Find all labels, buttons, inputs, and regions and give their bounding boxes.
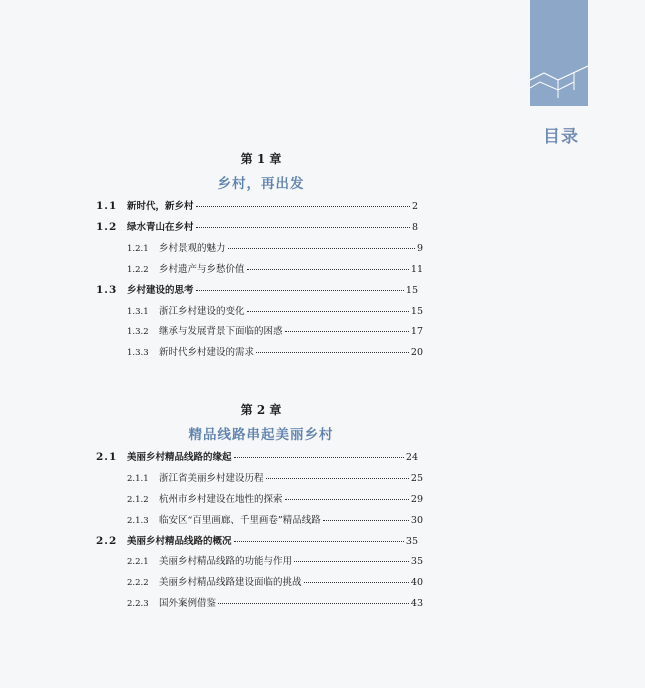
page-number: 40	[410, 577, 423, 588]
section-number: 1.1	[96, 200, 118, 212]
page-number: 25	[410, 473, 423, 484]
dot-leader	[196, 227, 410, 228]
toc-entry[interactable]	[127, 512, 423, 528]
page-number: 17	[410, 326, 423, 337]
section-label: 临安区“百里画廊、千里画卷”精品线路	[159, 515, 321, 526]
section-number: 2.2.3	[127, 599, 149, 609]
toc-entry[interactable]	[96, 533, 418, 549]
toc-entry[interactable]	[96, 198, 418, 214]
dot-leader	[256, 352, 409, 353]
dot-leader	[304, 582, 409, 583]
section-label: 乡村建设的思考	[127, 285, 194, 296]
dot-leader	[196, 290, 404, 291]
page-number: 29	[410, 494, 423, 505]
section-number: 1.3	[96, 284, 118, 296]
dot-leader	[266, 478, 409, 479]
page-number: 35	[410, 556, 423, 567]
toc-entry[interactable]	[127, 595, 423, 611]
page-number: 11	[410, 264, 423, 275]
chapter-number: 第 2 章	[240, 403, 282, 417]
toc-entry[interactable]	[127, 344, 423, 360]
section-label: 新时代，新乡村	[127, 201, 194, 212]
dot-leader	[247, 269, 409, 270]
section-label: 浙江乡村建设的变化	[159, 306, 245, 317]
page-number: 20	[410, 347, 423, 358]
chapter-title: 乡村，再出发	[217, 176, 305, 192]
dot-leader	[228, 248, 415, 249]
toc-entry[interactable]	[127, 303, 423, 319]
toc-entry[interactable]	[127, 574, 423, 590]
section-number: 2.2	[96, 535, 118, 547]
dot-leader	[247, 311, 409, 312]
dot-leader	[234, 541, 404, 542]
section-label: 美丽乡村精品线路的功能与作用	[159, 556, 293, 567]
section-label: 继承与发展背景下面临的困惑	[159, 326, 283, 337]
section-label: 乡村遗产与乡愁价值	[159, 264, 245, 275]
house-line-icon	[530, 0, 588, 106]
section-label: 绿水青山在乡村	[127, 222, 194, 233]
dot-leader	[285, 331, 409, 332]
dot-leader	[196, 206, 410, 207]
section-number: 1.2.2	[127, 265, 149, 275]
section-label: 新时代乡村建设的需求	[159, 347, 255, 358]
toc-entry[interactable]	[127, 323, 423, 339]
section-label: 美丽乡村精品线路的缘起	[127, 452, 232, 463]
toc-entry[interactable]	[127, 240, 423, 256]
page-number: 15	[405, 285, 418, 296]
toc-entry[interactable]	[96, 219, 418, 235]
toc-entry[interactable]	[127, 491, 423, 507]
toc-entry[interactable]	[96, 282, 418, 298]
toc-entry[interactable]	[127, 261, 423, 277]
section-label: 国外案例借鉴	[159, 598, 217, 609]
page-number: 9	[416, 243, 423, 254]
page-number: 15	[410, 306, 423, 317]
dot-leader	[234, 457, 404, 458]
corner-decoration	[530, 0, 588, 106]
section-label: 乡村景观的魅力	[159, 243, 226, 254]
page-number: 8	[411, 222, 418, 233]
page-number: 2	[411, 201, 418, 212]
section-label: 美丽乡村精品线路建设面临的挑战	[159, 577, 302, 588]
section-number: 2.1.1	[127, 474, 149, 484]
dot-leader	[294, 561, 409, 562]
section-label: 杭州市乡村建设在地性的探索	[159, 494, 283, 505]
section-number: 2.1	[96, 451, 118, 463]
section-number: 1.2	[96, 221, 118, 233]
section-number: 2.1.2	[127, 495, 149, 505]
page-number: 24	[405, 452, 418, 463]
dot-leader	[285, 499, 409, 500]
section-number: 1.3.1	[127, 307, 149, 317]
dot-leader	[218, 603, 409, 604]
section-number: 2.2.2	[127, 578, 149, 588]
chapter-number: 第 1 章	[240, 152, 282, 166]
section-number: 2.2.1	[127, 557, 149, 567]
section-number: 1.3.3	[127, 348, 149, 358]
section-label: 浙江省美丽乡村建设历程	[159, 473, 264, 484]
toc-entry[interactable]	[127, 553, 423, 569]
toc-title: 目录	[543, 127, 579, 147]
toc-entry[interactable]	[96, 449, 418, 465]
section-number: 2.1.3	[127, 516, 149, 526]
dot-leader	[323, 520, 409, 521]
section-number: 1.3.2	[127, 327, 149, 337]
page-number: 35	[405, 536, 418, 547]
toc-entry[interactable]	[127, 470, 423, 486]
chapter-title: 精品线路串起美丽乡村	[188, 427, 334, 443]
page-number: 30	[410, 515, 423, 526]
page-number: 43	[410, 598, 423, 609]
section-number: 1.2.1	[127, 244, 149, 254]
section-label: 美丽乡村精品线路的概况	[127, 536, 232, 547]
